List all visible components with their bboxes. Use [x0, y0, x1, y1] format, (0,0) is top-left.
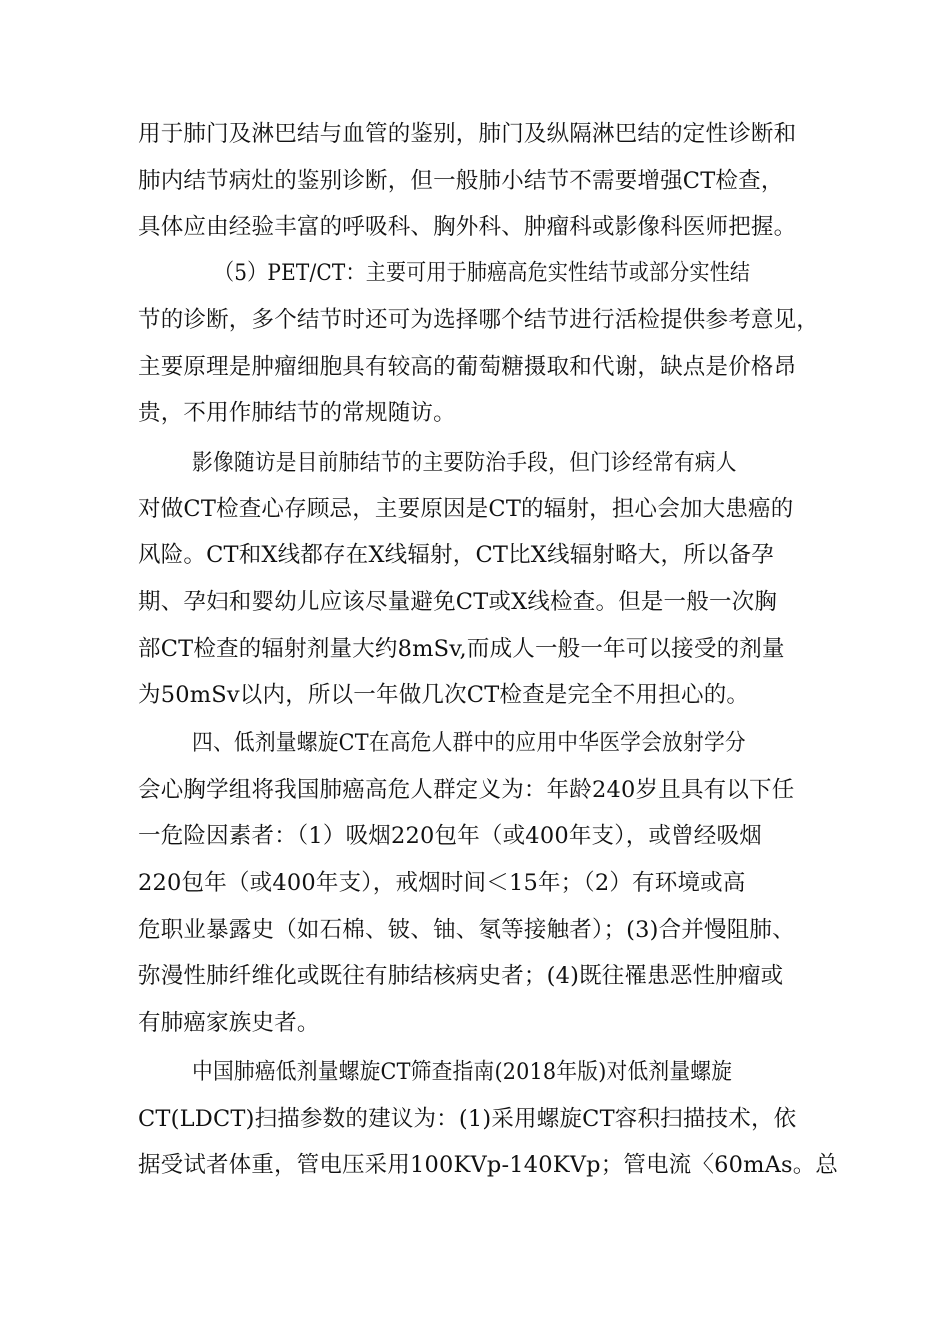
text-line: 四、低剂量螺旋CT在高危人群中的应用中华医学会放射学分	[192, 730, 746, 756]
text-line: 据受试者体重，管电压采用100KVp-140KVp；管电流〈60mAs。总	[138, 1152, 839, 1178]
text-line: 有肺癌家族史者。	[138, 1010, 320, 1036]
text-line: 贵，不用作肺结节的常规随访。	[138, 400, 456, 426]
text-line: 期、孕妇和婴幼儿应该尽量避免CT或X线检查。但是一般一次胸	[138, 589, 778, 615]
text-line: CT(LDCT)扫描参数的建议为：(1)采用螺旋CT容积扫描技术，依	[138, 1106, 797, 1132]
text-line: 部CT检查的辐射剂量大约8mSv,而成人一般一年可以接受的剂量	[138, 636, 785, 662]
text-line: 对做CT检查心存顾忌，主要原因是CT的辐射，担心会加大患癌的	[138, 496, 794, 522]
text-line: 220包年（或400年支），戒烟时间＜15年；（2）有环境或高	[138, 870, 746, 896]
text-line: 会心胸学组将我国肺癌高危人群定义为：年龄240岁且具有以下任	[138, 777, 795, 803]
text-line: 一危险因素者：（1）吸烟220包年（或400年支），或曾经吸烟	[138, 823, 762, 849]
text-line: 肺内结节病灶的鉴别诊断，但一般肺小结节不需要增强CT检查，	[138, 168, 784, 194]
text-line: 影像随访是目前肺结节的主要防治手段，但门诊经常有病人	[192, 450, 737, 476]
text-line: 用于肺门及淋巴结与血管的鉴别，肺门及纵隔淋巴结的定性诊断和	[138, 121, 797, 147]
text-line: 主要原理是肿瘤细胞具有较高的葡萄糖摄取和代谢，缺点是价格昂	[138, 354, 797, 380]
text-line: 弥漫性肺纤维化或既往有肺结核病史者；(4)既往罹患恶性肿瘤或	[138, 963, 784, 989]
text-line: 中国肺癌低剂量螺旋CT筛查指南(2018年版)对低剂量螺旋	[192, 1059, 733, 1085]
text-line: 风险。CT和X线都存在X线辐射，CT比X线辐射略大，所以备孕	[138, 542, 775, 568]
text-line: 节的诊断，多个结节时还可为选择哪个结节进行活检提供参考意见，	[138, 307, 820, 333]
text-line: 为50mSv以内，所以一年做几次CT检查是完全不用担心的。	[138, 682, 750, 708]
text-line: 危职业暴露史（如石棉、铍、铀、氡等接触者）；(3)合并慢阻肺、	[138, 917, 795, 943]
text-line: 具体应由经验丰富的呼吸科、胸外科、肿瘤科或影像科医师把握。	[138, 214, 797, 240]
text-line: （5）PET/CT：主要可用于肺癌高危实性结节或部分实性结	[214, 260, 751, 286]
